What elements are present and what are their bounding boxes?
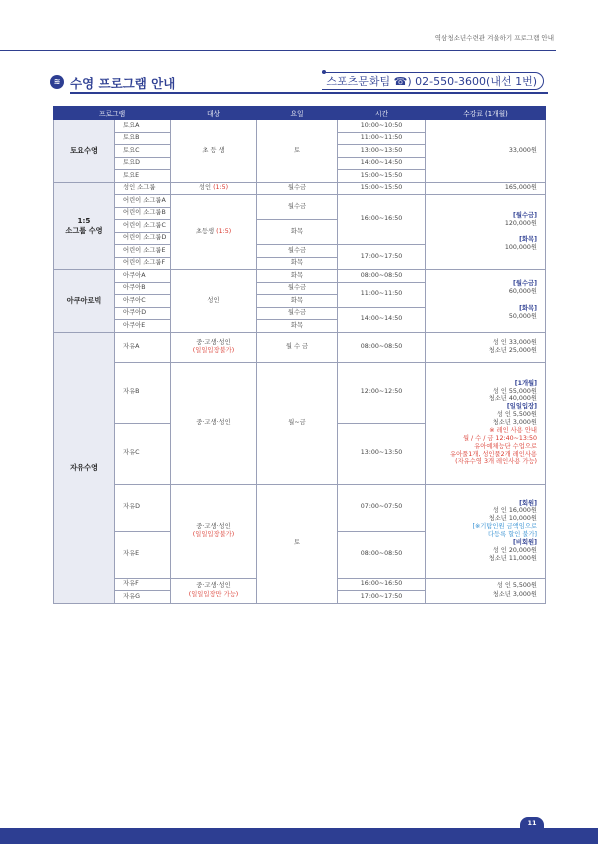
contact-info: 스포츠문화팀 ☎) 02-550-3600(내선 1번) — [322, 72, 544, 90]
lane-note: 월 / 수 / 금 12:40~13:50 — [462, 434, 538, 442]
time-cell: 08:00~08:50 — [338, 270, 426, 283]
day-cell: 화목 — [257, 295, 338, 308]
target-cell: 중·고생·성인 — [171, 362, 257, 484]
col-header-fee: 수강료 (1개월) — [426, 107, 546, 120]
lane-note: ※ 레인 사용 안내 — [489, 426, 538, 434]
table-row — [54, 270, 546, 283]
fee-value: 성 인 33,000원 — [492, 338, 538, 346]
header-divider — [0, 50, 556, 51]
program-cell: 어린이 소그룹E — [115, 245, 171, 258]
fee-value: 100,000원 — [504, 244, 538, 252]
discount-note: [※기탐인원 금액임으로 — [472, 523, 538, 531]
fee-value: 청소년 40,000원 — [488, 395, 538, 403]
time-cell: 17:00~17:50 — [338, 591, 426, 604]
ratio-text: (1:5) — [216, 227, 232, 235]
program-cell: 어린이 소그룹A — [115, 195, 171, 208]
day-cell: 화목 — [257, 270, 338, 283]
target-note: (일일입장불가) — [192, 347, 235, 354]
target-cell — [171, 332, 257, 362]
fee-label: [월수금] — [513, 280, 538, 288]
program-cell: 어린이 소그룹B — [115, 207, 171, 220]
fee-label: [화목] — [519, 304, 538, 312]
target-note: (일일입장만 가능) — [188, 590, 239, 598]
fee-value: 50,000원 — [508, 313, 538, 320]
fee-cell — [426, 332, 546, 362]
program-cell: 아쿠아D — [115, 307, 171, 320]
fee-value: 청소년 25,000원 — [488, 347, 538, 354]
col-header-target: 대상 — [171, 107, 257, 120]
swim-program-table — [53, 106, 546, 604]
time-cell: 13:00~13:50 — [338, 145, 426, 158]
table-row — [54, 195, 546, 208]
target-text: 중·고생·성인 — [196, 522, 231, 530]
program-cell: 토요B — [115, 132, 171, 145]
program-cell: 아쿠아A — [115, 270, 171, 283]
group-saturday: 토요수영 — [54, 120, 115, 183]
day-cell: 화목 — [257, 320, 338, 333]
day-cell: 월수금 — [257, 195, 338, 220]
fee-cell — [426, 270, 546, 333]
fee-value: 성 인 16,000원 — [492, 507, 538, 515]
target-cell: 초 등 생 — [171, 120, 257, 183]
group-small — [54, 182, 115, 270]
time-cell: 10:00~10:50 — [338, 120, 426, 133]
title-underline — [70, 92, 548, 94]
program-cell: 토요A — [115, 120, 171, 133]
fee-cell: 33,000원 — [426, 120, 546, 183]
lane-note: 유아예체능단 수업으로 — [474, 442, 538, 450]
group-aqua: 아쿠아로빅 — [54, 270, 115, 333]
fee-label: [비회원] — [513, 538, 538, 546]
lane-note: 유아풀1개, 성인풀2개 레인사용 — [450, 450, 538, 458]
target-cell — [171, 578, 257, 603]
time-cell: 08:00~08:50 — [338, 332, 426, 362]
table-row — [54, 332, 546, 362]
time-cell: 12:00~12:50 — [338, 362, 426, 423]
time-cell: 07:00~07:50 — [338, 484, 426, 531]
fee-cell — [426, 484, 546, 578]
fee-value: 60,000원 — [508, 288, 538, 296]
time-cell: 11:00~11:50 — [338, 282, 426, 307]
program-cell: 어린이 소그룹C — [115, 220, 171, 233]
target-text: 초등생 — [195, 227, 217, 235]
group-small-line2: 소그룹 수영 — [65, 225, 103, 235]
target-cell: 성인 — [171, 270, 257, 333]
fee-value: 성 인 55,000원 — [492, 387, 538, 395]
target-note: (일일입장불가) — [192, 531, 235, 538]
time-cell: 15:00~15:50 — [338, 170, 426, 183]
day-cell: 화목 — [257, 257, 338, 270]
day-cell: 토 — [257, 484, 338, 603]
fee-value: 청소년 3,000원 — [492, 590, 538, 598]
time-cell: 16:00~16:50 — [338, 578, 426, 591]
program-cell: 자유E — [115, 531, 171, 578]
day-cell: 토 — [257, 120, 338, 183]
table-row — [54, 484, 546, 531]
program-cell: 성인 소그룹 — [115, 182, 171, 195]
fee-label: [회원] — [519, 499, 538, 507]
time-cell: 14:00~14:50 — [338, 307, 426, 332]
program-cell: 자유B — [115, 362, 171, 423]
fee-value: 성 인 5,500원 — [496, 582, 538, 590]
time-cell: 16:00~16:50 — [338, 195, 426, 245]
swim-icon: ≋ — [50, 75, 64, 89]
program-cell: 토요E — [115, 170, 171, 183]
program-cell: 자유C — [115, 423, 171, 484]
time-cell: 08:00~08:50 — [338, 531, 426, 578]
group-free: 자유수영 — [54, 332, 115, 603]
group-small-line1: 1:5 — [77, 216, 91, 226]
target-cell — [171, 195, 257, 270]
time-cell: 14:00~14:50 — [338, 157, 426, 170]
fee-value: 성 인 5,500원 — [496, 411, 538, 419]
fee-label: [1개월] — [514, 379, 538, 387]
col-header-time: 시간 — [338, 107, 426, 120]
footer-bar — [0, 828, 598, 844]
table-row — [54, 182, 546, 195]
page-title: 수영 프로그램 안내 — [70, 76, 176, 91]
fee-cell — [426, 195, 546, 270]
target-cell — [171, 484, 257, 578]
program-cell: 토요D — [115, 157, 171, 170]
day-cell: 월~금 — [257, 362, 338, 484]
fee-label: [일일입장] — [506, 403, 538, 411]
day-cell: 월 수 금 — [257, 332, 338, 362]
fee-cell: 165,000원 — [426, 182, 546, 195]
fee-cell — [426, 362, 546, 484]
time-cell: 11:00~11:50 — [338, 132, 426, 145]
fee-value: 청소년 11,000원 — [488, 554, 538, 562]
time-cell: 15:00~15:50 — [338, 182, 426, 195]
ratio-text: (1:5) — [213, 184, 229, 192]
day-cell: 월수금 — [257, 245, 338, 258]
lane-note: (자유수영 3개 레인사용 가능) — [455, 458, 538, 466]
program-cell: 아쿠아B — [115, 282, 171, 295]
fee-value: 성 인 20,000원 — [492, 546, 538, 554]
program-cell: 토요C — [115, 145, 171, 158]
fee-value: 청소년 3,000원 — [492, 419, 538, 427]
target-text: 성인 — [198, 184, 214, 192]
program-cell: 자유A — [115, 332, 171, 362]
document-header: 역삼청소년수련관 겨울하기 프로그램 안내 — [434, 34, 554, 42]
day-cell: 월수금 — [257, 307, 338, 320]
discount-note: 다등록 할인 불가] — [487, 531, 538, 538]
program-cell: 자유D — [115, 484, 171, 531]
program-cell: 어린이 소그룹F — [115, 257, 171, 270]
program-cell: 어린이 소그룹D — [115, 232, 171, 245]
day-cell: 월수금 — [257, 182, 338, 195]
page-number: 11 — [520, 817, 544, 829]
col-header-program: 프로그램 — [54, 107, 171, 120]
target-text: 중·고생·성인 — [196, 338, 231, 346]
table-row — [54, 362, 546, 423]
fee-value: 청소년 10,000원 — [488, 515, 538, 523]
time-cell: 13:00~13:50 — [338, 423, 426, 484]
target-text: 중·고생·성인 — [196, 582, 231, 590]
fee-cell — [426, 578, 546, 603]
table-header-row — [54, 107, 546, 120]
col-header-day: 요일 — [257, 107, 338, 120]
fee-label: [화목] — [519, 236, 538, 244]
target-cell — [171, 182, 257, 195]
fee-label: [월수금] — [513, 211, 538, 219]
program-cell: 아쿠아C — [115, 295, 171, 308]
time-cell: 17:00~17:50 — [338, 245, 426, 270]
table-row — [54, 120, 546, 133]
fee-value: 120,000원 — [504, 219, 538, 227]
day-cell: 화목 — [257, 220, 338, 245]
program-cell: 아쿠아E — [115, 320, 171, 333]
day-cell: 월수금 — [257, 282, 338, 295]
program-cell: 자유G — [115, 591, 171, 604]
program-cell: 자유F — [115, 578, 171, 591]
